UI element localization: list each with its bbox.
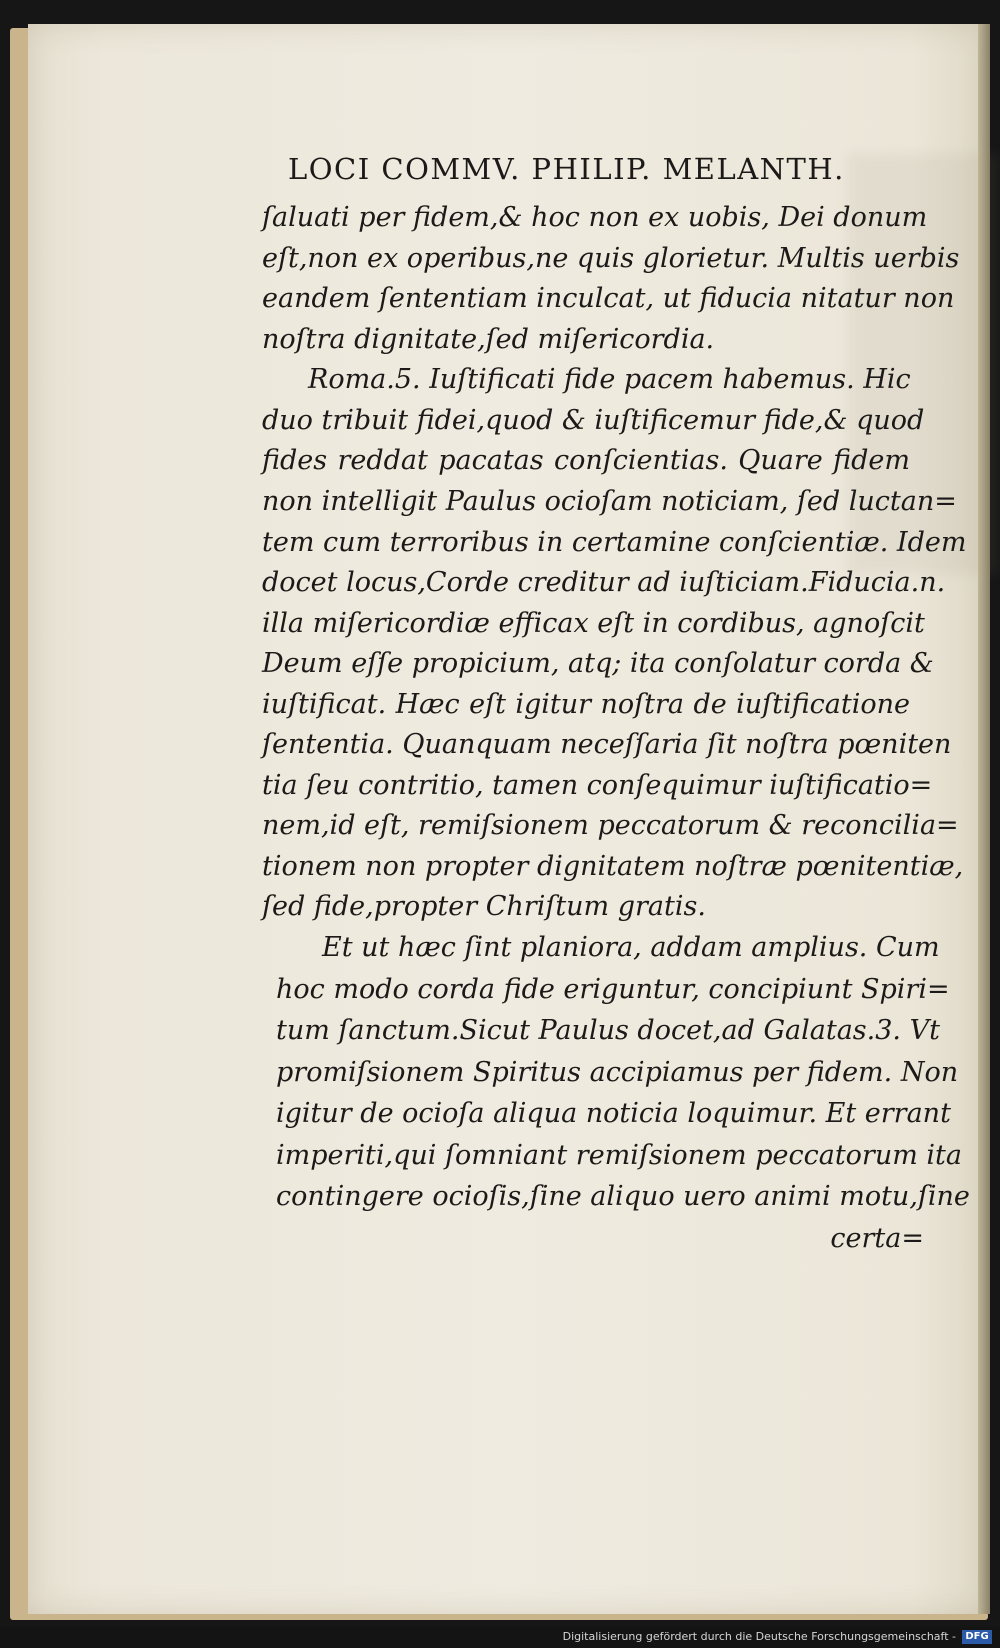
- text-line: igitur de ocioſa aliqua noticia loquimur. Et errant: [276, 1098, 951, 1129]
- text-line: iuſtificat. Hæc eſt igitur noſtra de iuſtificatione: [262, 689, 910, 720]
- page-right-edge: [978, 24, 990, 1614]
- running-head: LOCI COMMV. PHILIP. MELANTH.: [288, 152, 845, 186]
- text-line: contingere ocioſis,ſine aliquo uero animi motu,ſine: [276, 1181, 970, 1212]
- funding-credit: Digitalisierung gefördert durch die Deutsche Forschungsgemeinschaft -: [562, 1630, 956, 1643]
- text-line: non intelligit Paulus ocioſam noticiam, ſed luctan=: [262, 486, 957, 517]
- dfg-logo-icon: DFG: [962, 1630, 992, 1644]
- text-line: ſed fide,propter Chriſtum gratis.: [262, 891, 706, 922]
- text-line: duo tribuit fidei,quod & iuſtificemur fide,& quod: [262, 405, 925, 436]
- text-line: Roma.5. Iuſtificati fide pacem habemus. Hic: [308, 364, 911, 395]
- text-line: tia ſeu contritio, tamen conſequimur iuſtificatio=: [262, 770, 933, 801]
- text-line: docet locus,Corde creditur ad iuſticiam.Fiducia.n.: [262, 567, 946, 598]
- text-line: ſententia. Quanquam neceſſaria ſit noſtra pœniten: [262, 729, 952, 760]
- text-line: imperiti,qui ſomniant remiſsionem peccatorum ita: [276, 1140, 962, 1171]
- text-line: tem cum terroribus in certamine conſcientiæ. Idem: [262, 527, 967, 558]
- text-line: eandem ſententiam inculcat, ut fiducia nitatur non: [262, 283, 955, 314]
- text-line: promiſsionem Spiritus accipiamus per fidem. Non: [276, 1057, 959, 1088]
- text-line: Et ut hæc ſint planiora, addam amplius. Cum: [322, 932, 940, 963]
- text-line: nem,id eſt, remiſsionem peccatorum & reconcilia=: [262, 810, 959, 841]
- text-line: hoc modo corda fide eriguntur, concipiunt Spiri=: [276, 974, 950, 1005]
- text-line: tionem non propter dignitatem noſtræ pœnitentiæ,: [262, 851, 964, 882]
- text-line: eſt,non ex operibus,ne quis glorietur. Multis uerbis: [262, 243, 960, 274]
- text-line: fides reddat pacatas conſcientias. Quare fidem: [262, 445, 910, 476]
- text-line: tum ſanctum.Sicut Paulus docet,ad Galatas.3. Vt: [276, 1015, 940, 1046]
- text-line: ſaluati per fidem,& hoc non ex uobis, Dei donum: [262, 202, 928, 233]
- text-line: Deum eſſe propicium, atq; ita conſolatur corda &: [262, 648, 934, 679]
- text-line: illa miſericordiæ efficax eſt in cordibus, agnoſcit: [262, 608, 925, 639]
- catchword: certa=: [830, 1223, 924, 1254]
- text-line: noſtra dignitate,ſed miſericordia.: [262, 324, 715, 355]
